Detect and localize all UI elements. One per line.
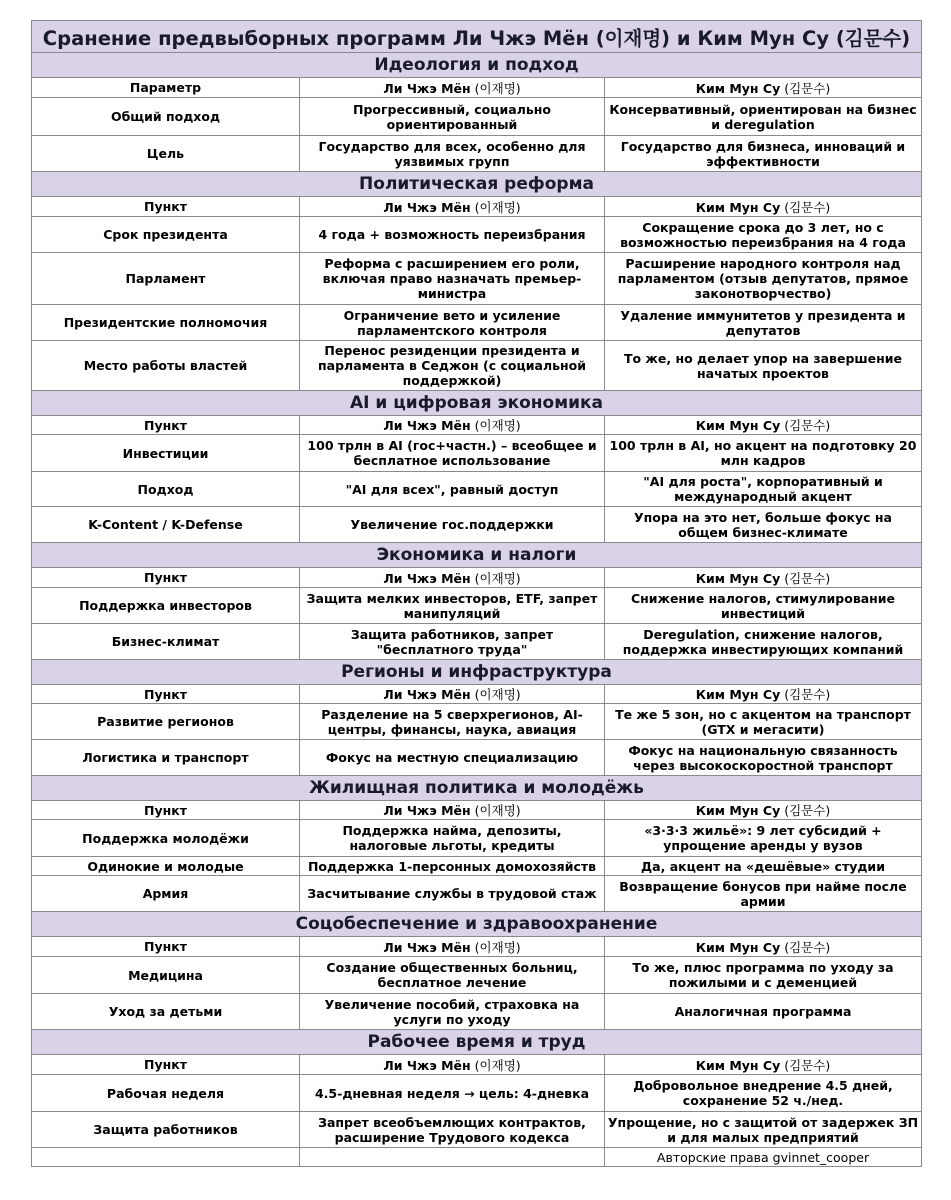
cell-kim: Упора на это нет, больше фокус на общем бизнес-климате	[605, 507, 922, 543]
table-row	[32, 507, 922, 543]
row-label: Развитие регионов	[32, 704, 300, 740]
table-row	[32, 588, 922, 624]
cell-lee: Защита работников, запрет "бесплатного труда"	[300, 624, 605, 660]
header-lee-name: Ли Чжэ Мён	[383, 803, 471, 818]
header-param: Пункт	[32, 801, 300, 820]
cell-kim: Расширение народного контроля над парламентом (отзыв депутатов, прямое законотворчество)	[605, 253, 922, 305]
table-row	[32, 472, 922, 507]
header-lee-korean: (이재명)	[474, 939, 521, 955]
header-param: Пункт	[32, 416, 300, 435]
table-row	[32, 957, 922, 994]
header-kim-korean: (김문수)	[784, 570, 831, 586]
table-row	[32, 341, 922, 391]
cell-lee: Фокус на местную специализацию	[300, 740, 605, 776]
header-kim	[605, 416, 922, 435]
section-title: AI и цифровая экономика	[32, 391, 922, 416]
cell-lee: Ограничение вето и усиление парламентского контроля	[300, 305, 605, 341]
header-kim-korean: (김문수)	[784, 687, 831, 702]
section-title: Идеология и подход	[32, 53, 922, 78]
cell-kim: Удаление иммунитетов у президента и депутатов	[605, 305, 922, 341]
cell-kim: Фокус на национальную связанность через высокоскоростной транспорт	[605, 740, 922, 776]
header-kim	[605, 801, 922, 820]
section-row	[32, 391, 922, 416]
cell-lee: Увеличение гос.поддержки	[300, 507, 605, 543]
header-kim-korean: (김문수)	[784, 80, 831, 96]
cell-kim: "AI для роста", корпоративный и международный акцент	[605, 472, 922, 507]
cell-kim: То же, плюс программа по уходу за пожилыми и с деменцией	[605, 957, 922, 994]
section-title: Регионы и инфраструктура	[32, 660, 922, 685]
column-header-row	[32, 937, 922, 957]
row-label: Поддержка молодёжи	[32, 820, 300, 857]
header-lee-name: Ли Чжэ Мён	[383, 418, 471, 433]
row-label: Цель	[32, 136, 300, 172]
row-label: Бизнес-климат	[32, 624, 300, 660]
section-row	[32, 172, 922, 197]
cell-lee: 100 трлн в AI (гос+частн.) – всеобщее и бесплатное использование	[300, 435, 605, 472]
header-kim-korean: (김문수)	[784, 1057, 831, 1073]
table-row	[32, 740, 922, 776]
column-header-row	[32, 685, 922, 704]
cell-kim: Снижение налогов, стимулирование инвестиций	[605, 588, 922, 624]
table-row	[32, 217, 922, 253]
header-kim-name: Ким Мун Су	[695, 199, 781, 215]
cell-lee: Засчитывание службы в трудовой стаж	[300, 876, 605, 912]
header-lee-korean: (이재명)	[474, 418, 521, 433]
cell-lee: Защита мелких инвесторов, ETF, запрет манипуляций	[300, 588, 605, 624]
header-lee	[300, 197, 605, 217]
header-param: Пункт	[32, 937, 300, 957]
row-label: Место работы властей	[32, 341, 300, 391]
cell-lee: Поддержка найма, депозиты, налоговые льготы, кредиты	[300, 820, 605, 857]
table-row	[32, 857, 922, 876]
header-kim	[605, 197, 922, 217]
cell-kim: Deregulation, снижение налогов, поддержка инвестирующих компаний	[605, 624, 922, 660]
row-label: Общий подход	[32, 98, 300, 136]
column-header-row	[32, 568, 922, 588]
cell-kim: Аналогичная программа	[605, 994, 922, 1030]
table-row	[32, 876, 922, 912]
header-kim-name: Ким Мун Су	[695, 687, 781, 702]
section-row	[32, 1030, 922, 1055]
row-label: Парламент	[32, 253, 300, 305]
row-label: Президентские полномочия	[32, 305, 300, 341]
cell-lee: Создание общественных больниц, бесплатное лечение	[300, 957, 605, 994]
cell-kim: Да, акцент на «дешёвые» студии	[605, 857, 922, 876]
header-param: Пункт	[32, 197, 300, 217]
header-lee-korean: (이재명)	[474, 1057, 521, 1073]
header-kim-name: Ким Мун Су	[695, 803, 781, 818]
cell-kim: 100 трлн в AI, но акцент на подготовку 20 млн кадров	[605, 435, 922, 472]
header-kim	[605, 937, 922, 957]
header-lee	[300, 937, 605, 957]
copyright-text: Авторские права gvinnet_cooper	[605, 1148, 922, 1167]
cell-kim: Добровольное внедрение 4.5 дней, сохранение 52 ч./нед.	[605, 1075, 922, 1112]
cell-lee: Запрет всеобъемлющих контрактов, расширение Трудового кодекса	[300, 1112, 605, 1148]
empty-cell	[32, 1148, 300, 1167]
cell-kim: Те же 5 зон, но с акцентом на транспорт (GTX и мегасити)	[605, 704, 922, 740]
section-title: Жилищная политика и молодёжь	[32, 776, 922, 801]
table-row	[32, 994, 922, 1030]
header-lee-name: Ли Чжэ Мён	[383, 939, 471, 955]
section-row	[32, 776, 922, 801]
cell-kim: Консервативный, ориентирован на бизнес и deregulation	[605, 98, 922, 136]
empty-cell	[300, 1148, 605, 1167]
header-lee-name: Ли Чжэ Мён	[383, 80, 471, 96]
table-row	[32, 435, 922, 472]
section-title: Рабочее время и труд	[32, 1030, 922, 1055]
section-title: Политическая реформа	[32, 172, 922, 197]
header-lee-korean: (이재명)	[474, 80, 521, 96]
header-kim	[605, 1055, 922, 1075]
cell-lee: 4.5-дневная неделя → цель: 4-дневка	[300, 1075, 605, 1112]
comparison-table	[31, 20, 922, 1167]
copyright-row	[32, 1148, 922, 1167]
header-kim-name: Ким Мун Су	[695, 80, 781, 96]
title-row	[32, 21, 922, 53]
row-label: Защита работников	[32, 1112, 300, 1148]
row-label: Армия	[32, 876, 300, 912]
column-header-row	[32, 197, 922, 217]
cell-lee: Разделение на 5 сверхрегионов, AI-центры, финансы, наука, авиация	[300, 704, 605, 740]
table-row	[32, 136, 922, 172]
cell-kim: Возвращение бонусов при найме после армии	[605, 876, 922, 912]
header-lee	[300, 78, 605, 98]
header-kim	[605, 685, 922, 704]
column-header-row	[32, 78, 922, 98]
header-lee-korean: (이재명)	[474, 199, 521, 215]
header-lee-name: Ли Чжэ Мён	[383, 687, 471, 702]
column-header-row	[32, 416, 922, 435]
header-kim-korean: (김문수)	[784, 418, 831, 433]
header-kim-korean: (김문수)	[784, 803, 831, 818]
header-param: Параметр	[32, 78, 300, 98]
cell-kim: Государство для бизнеса, инноваций и эффективности	[605, 136, 922, 172]
header-param: Пункт	[32, 568, 300, 588]
cell-kim: Сокращение срока до 3 лет, но с возможностью переизбрания на 4 года	[605, 217, 922, 253]
cell-lee: Прогрессивный, социально ориентированный	[300, 98, 605, 136]
header-kim-name: Ким Мун Су	[695, 939, 781, 955]
cell-lee: Государство для всех, особенно для уязвимых групп	[300, 136, 605, 172]
row-label: Логистика и транспорт	[32, 740, 300, 776]
section-row	[32, 912, 922, 937]
header-kim	[605, 568, 922, 588]
header-lee	[300, 568, 605, 588]
header-kim	[605, 78, 922, 98]
table-row	[32, 624, 922, 660]
cell-lee: Перенос резиденции президента и парламента в Седжон (с социальной поддержкой)	[300, 341, 605, 391]
section-row	[32, 660, 922, 685]
row-label: Подход	[32, 472, 300, 507]
cell-kim: То же, но делает упор на завершение начатых проектов	[605, 341, 922, 391]
row-label: Срок президента	[32, 217, 300, 253]
section-title: Экономика и налоги	[32, 543, 922, 568]
header-lee-name: Ли Чжэ Мён	[383, 570, 471, 586]
section-title: Соцобеспечение и здравоохранение	[32, 912, 922, 937]
cell-lee: 4 года + возможность переизбрания	[300, 217, 605, 253]
header-kim-name: Ким Мун Су	[695, 418, 781, 433]
header-lee-korean: (이재명)	[474, 803, 521, 818]
table-row	[32, 820, 922, 857]
table-row	[32, 98, 922, 136]
row-label: Рабочая неделя	[32, 1075, 300, 1112]
header-lee-korean: (이재명)	[474, 570, 521, 586]
table-row	[32, 704, 922, 740]
section-row	[32, 543, 922, 568]
header-lee	[300, 801, 605, 820]
row-label: K-Content / K-Defense	[32, 507, 300, 543]
table-row	[32, 1075, 922, 1112]
section-row	[32, 53, 922, 78]
header-param: Пункт	[32, 1055, 300, 1075]
header-lee-name: Ли Чжэ Мён	[383, 1057, 471, 1073]
header-kim-name: Ким Мун Су	[695, 570, 781, 586]
header-param: Пункт	[32, 685, 300, 704]
header-lee-name: Ли Чжэ Мён	[383, 199, 471, 215]
column-header-row	[32, 801, 922, 820]
row-label: Инвестиции	[32, 435, 300, 472]
cell-kim: «3·3·3 жильё»: 9 лет субсидий + упрощение аренды у вузов	[605, 820, 922, 857]
page-title: Сранение предвыборных программ Ли Чжэ Мён (이재명) и Ким Мун Су (김문수)	[32, 21, 922, 53]
cell-lee: Увеличение пособий, страховка на услуги по уходу	[300, 994, 605, 1030]
cell-lee: Реформа с расширением его роли, включая право назначать премьер-министра	[300, 253, 605, 305]
row-label: Уход за детьми	[32, 994, 300, 1030]
table-row	[32, 305, 922, 341]
header-lee	[300, 416, 605, 435]
cell-lee: Поддержка 1-персонных домохозяйств	[300, 857, 605, 876]
table-row	[32, 253, 922, 305]
header-lee	[300, 685, 605, 704]
cell-kim: Упрощение, но с защитой от задержек ЗП и для малых предприятий	[605, 1112, 922, 1148]
row-label: Поддержка инвесторов	[32, 588, 300, 624]
row-label: Медицина	[32, 957, 300, 994]
row-label: Одинокие и молодые	[32, 857, 300, 876]
column-header-row	[32, 1055, 922, 1075]
header-lee-korean: (이재명)	[474, 687, 521, 702]
header-kim-korean: (김문수)	[784, 199, 831, 215]
table-row	[32, 1112, 922, 1148]
header-kim-name: Ким Мун Су	[695, 1057, 781, 1073]
header-lee	[300, 1055, 605, 1075]
header-kim-korean: (김문수)	[784, 939, 831, 955]
cell-lee: "AI для всех", равный доступ	[300, 472, 605, 507]
